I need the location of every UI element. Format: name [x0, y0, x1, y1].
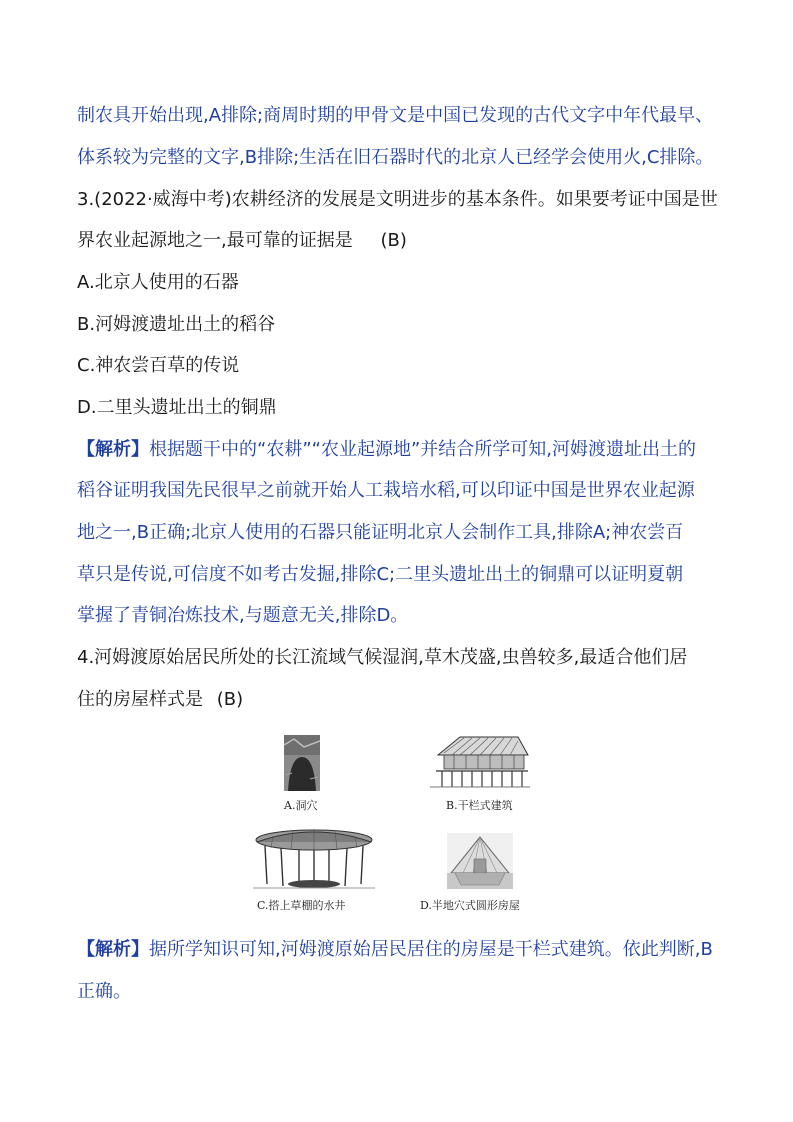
question-3-stem — [77, 229, 407, 253]
analysis-text: 根据题干中的“农耕”“农业起源地”并结合所学可知,河姆渡遗址出土的 — [149, 439, 697, 460]
question-4-stem — [77, 688, 243, 712]
question-3-answer: (B) — [380, 230, 407, 251]
figure-b-caption: B.干栏式建筑 — [446, 799, 513, 812]
analysis-label: 【解析】 — [77, 939, 149, 960]
option-b: B.河姆渡遗址出土的稻谷 — [77, 314, 276, 335]
question-3-stem: 3.(2022·威海中考)农耕经济的发展是文明进步的基本条件。如果要考证中国是世 — [77, 189, 718, 210]
option-c: C.神农尝百草的传说 — [77, 355, 240, 376]
analysis-line: 制农具开始出现,A排除;商周时期的甲骨文是中国已发现的古代文字中年代最早、 — [77, 105, 714, 126]
analysis-line: 地之一,B正确;北京人使用的石器只能证明北京人会制作工具,排除A;神农尝百 — [77, 522, 684, 543]
question-4-stem-text: 住的房屋样式是 — [77, 689, 203, 710]
analysis-text: 据所学知识可知,河姆渡原始居民居住的房屋是干栏式建筑。依此判断,B — [149, 939, 713, 960]
question-4-stem: 4.河姆渡原始居民所处的长江流域气候湿润,草木茂盛,虫兽较多,最适合他们居 — [77, 647, 688, 668]
analysis-line: 正确。 — [77, 981, 131, 1002]
analysis-line: 掌握了青铜冶炼技术,与题意无关,排除D。 — [77, 605, 409, 626]
figure-d-caption: D.半地穴式圆形房屋 — [420, 899, 520, 912]
figure-a-caption: A.洞穴 — [284, 799, 318, 812]
cave-image — [284, 735, 320, 791]
figure-c-caption: C.搭上草棚的水井 — [257, 899, 346, 912]
thatched-well-image — [253, 826, 375, 890]
question-3-stem-text: 界农业起源地之一,最可靠的证据是 — [77, 230, 353, 251]
analysis-line: 稻谷证明我国先民很早之前就开始人工栽培水稻,可以印证中国是世界农业起源 — [77, 480, 695, 501]
semi-subterranean-house-image — [447, 833, 513, 889]
option-d: D.二里头遗址出土的铜鼎 — [77, 397, 277, 418]
option-a: A.北京人使用的石器 — [77, 272, 239, 293]
analysis-line: 体系较为完整的文字,B排除;生活在旧石器时代的北京人已经学会使用火,C排除。 — [77, 147, 714, 168]
question-4-answer: (B) — [216, 689, 244, 710]
question-3-analysis — [77, 438, 696, 462]
analysis-line: 草只是传说,可信度不如考古发掘,排除C;二里头遗址出土的铜鼎可以证明夏朝 — [77, 564, 684, 585]
analysis-label: 【解析】 — [77, 439, 149, 460]
stilt-house-image — [430, 733, 530, 791]
question-4-analysis — [77, 938, 713, 962]
